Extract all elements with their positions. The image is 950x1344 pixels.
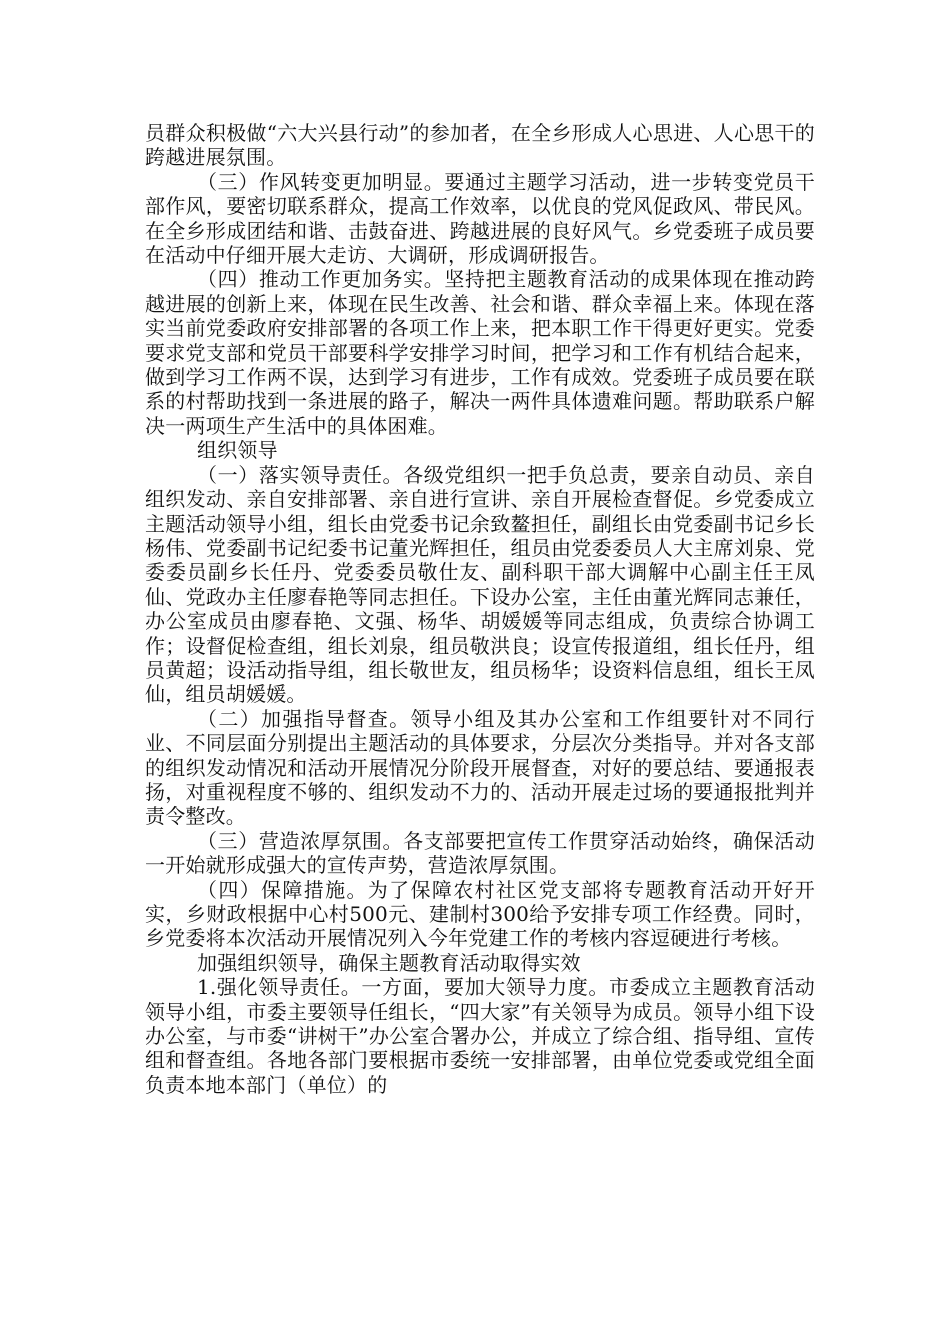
section-heading-organization: 组织领导 — [197, 438, 278, 463]
paragraph-practical-work: （四）推动工作更加务实。坚持把主题教育活动的成果体现在推动跨越进展的创新上来，体现在民生改善、社会和谐、群众幸福上来。体现在落实当前党委政府安排部署的各项工作上来，把本职工作干得更好更实。党委要求党支部和党员干部要科学安排学习时间，把学习和工作有机结合起来，做到学习工作两不误，达到学习有进步，工作有成效。党委班子成员要在联系的村帮助找到一条进展的路子，解决一两件具体遗难问题。帮助联系户解决一两项生产生活中的具体困难。 — [145, 267, 815, 438]
paragraph-strengthen-responsibility: 1.强化领导责任。一方面，要加大领导力度。市委成立主题教育活动领导小组，市委主要领导任组长，“四大家”有关领导为成员。领导小组下设办公室，与市委“讲树干”办公室合署办公，并成立了综合组、指导组、宣传组和督查组。各地各部门要根据市委统一安排部署，由单位党委或党组全面负责本地本部门（单位）的 — [145, 975, 815, 1097]
paragraph-leadership-responsibility: （一）落实领导责任。各级党组织一把手负总责，要亲自动员、亲自组织发动、亲自安排部署、亲自进行宣讲、亲自开展检查督促。乡党委成立主题活动领导小组，组长由党委书记余致鳌担任，副组长由党委副书记乡长杨伟、党委副书记纪委书记董光辉担任，组员由党委委员人大主席刘泉、党委委员副乡长任丹、党委委员敬仕友、副科职干部大调解中心副主任王凤仙、党政办主任廖春艳等同志担任。下设办公室，主任由董光辉同志兼任，办公室成员由廖春艳、文强、杨华、胡媛媛等同志组成，负责综合协调工作；设督促检查组，组长刘泉，组员敬洪良；设宣传报道组，组长任丹，组员黄超；设活动指导组，组长敬世友，组员杨华；设资料信息组，组长王凤仙，组员胡媛媛。 — [145, 462, 815, 707]
paragraph-guidance-supervision: （二）加强指导督查。领导小组及其办公室和工作组要针对不同行业、不同层面分别提出主题活动的具体要求，分层次分类指导。并对各支部的组织发动情况和活动开展情况分阶段开展督查，对好的要总结、要通报表扬，对重视程度不够的、组织发动不力的、活动开展走过场的要通报批判并责令整改。 — [145, 706, 815, 829]
paragraph-work-style: （三）作风转变更加明显。要通过主题学习活动，进一步转变党员干部作风，要密切联系群众，提高工作效率，以优良的党风促政风、带民风。在全乡形成团结和谐、击鼓奋进、跨越进展的良好风气。乡党委班子成员要在活动中仔细开展大走访、大调研，形成调研报告。 — [145, 169, 815, 268]
section-heading-strengthen-leadership: 加强组织领导，确保主题教育活动取得实效 — [197, 950, 581, 975]
paragraph-safeguards: （四）保障措施。为了保障农村社区党支部将专题教育活动开好开实，乡财政根据中心村500元、建制村300给予安排专项工作经费。同时，乡党委将本次活动开展情况列入今年党建工作的考核内容逗硬进行考核。 — [145, 877, 815, 951]
paragraph-atmosphere: （三）营造浓厚氛围。各支部要把宣传工作贯穿活动始终，确保活动一开始就形成强大的宣传声势，营造浓厚氛围。 — [145, 828, 815, 878]
paragraph-continuation: 员群众积极做“六大兴县行动”的参加者，在全乡形成人心思进、人心思干的跨越进展氛围。 — [145, 121, 815, 170]
document-body — [145, 121, 815, 1097]
